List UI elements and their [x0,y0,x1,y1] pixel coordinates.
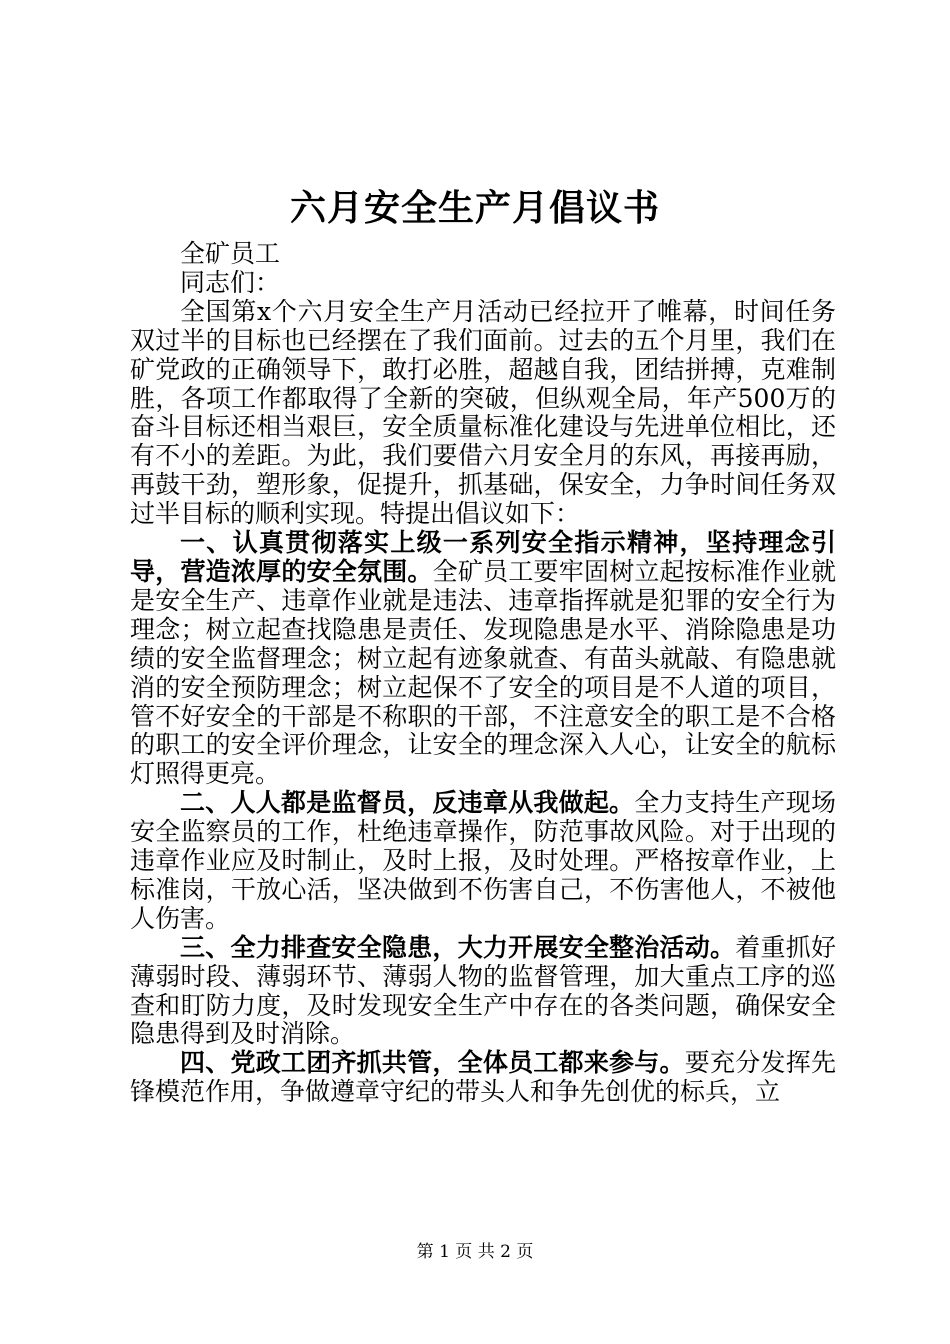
proposal-item-4-heading: 四、党政工团齐抓共管，全体员工都来参与。 [180,1048,685,1078]
proposal-item-1 [130,529,836,789]
intro-paragraph: 全国第x个六月安全生产月活动已经拉开了帷幕，时间任务双过半的目标也已经摆在了我们面前。过去的五个月里，我们在矿党政的正确领导下，敢打必胜，超越自我，团结拼搏，克难制胜，各项工作都取得了全新的突破，但纵观全局，年产500万的奋斗目标还相当艰巨，安全质量标准化建设与先进单位相比，还有不小的差距。为此，我们要借六月安全月的东风，再接再励，再鼓干劲，塑形象，促提升，抓基础，保安全，力争时间任务双过半目标的顺利实现。特提出倡议如下： [130,296,836,529]
proposal-item-1-text: 全矿员工要牢固树立起按标准作业就是安全生产、违章作业就是违法、违章指挥就是犯罪的安全行为理念；树立起查找隐患是责任、发现隐患是水平、消除隐患是功绩的安全监督理念；树立起有迹象就查、有苗头就敲、有隐患就消的安全预防理念；树立起保不了安全的项目是不人道的项目，管不好安全的干部是不称职的干部，不注意安全的职工是不合格的职工的安全评价理念，让安全的理念深入人心，让安全的航标灯照得更亮。 [130,556,836,789]
proposal-item-3-text: 着重抓好薄弱时段、薄弱环节、薄弱人物的监督管理，加大重点工序的巡查和盯防力度，及时发现安全生产中存在的各类问题，确保安全隐患得到及时消除。 [130,932,836,1049]
proposal-item-3-heading: 三、全力排查安全隐患，大力开展安全整治活动。 [180,932,736,962]
proposal-item-4-text: 要充分发挥先锋模范作用，争做遵章守纪的带头人和争先创优的标兵，立 [130,1048,836,1107]
proposal-item-1-heading: 一、认真贯彻落实上级一系列安全指示精神，坚持理念引导，营造浓厚的安全氛围。 [130,528,836,586]
proposal-item-2-heading: 二、人人都是监督员，反违章从我做起。 [180,788,635,818]
document-body [130,240,836,1107]
proposal-item-4 [130,1049,836,1107]
proposal-item-2-text: 全力支持生产现场安全监察员的工作，杜绝违章操作，防范事故风险。对于出现的违章作业应及时制止，及时上报，及时处理。严格按章作业，上标准岗，干放心活，坚决做到不伤害自己，不伤害他人，不被他人伤害。 [130,788,836,933]
salutation-recipients: 全矿员工 [180,239,281,268]
proposal-item-2 [130,789,836,934]
proposal-item-3 [130,934,836,1050]
salutation-greeting: 同志们： [180,267,281,297]
document-title: 六月安全生产月倡议书 [289,187,660,229]
page-footer: 第 1 页 共 2 页 [416,1242,534,1262]
